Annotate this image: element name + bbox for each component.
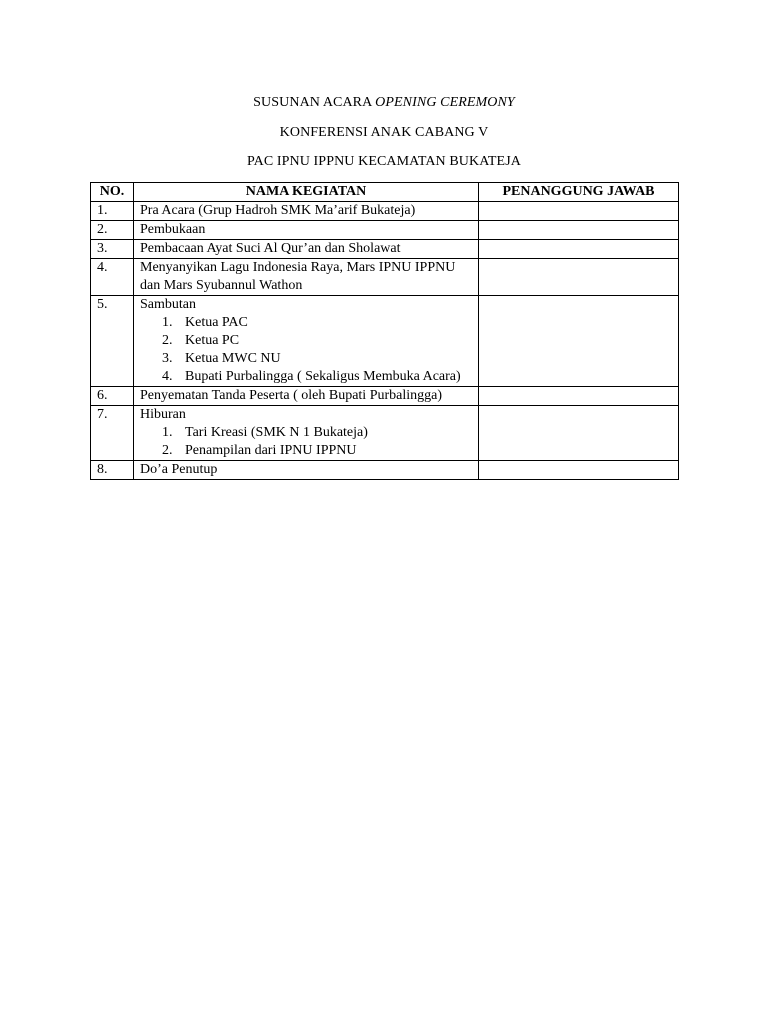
agenda-table	[90, 182, 679, 480]
table-row	[91, 202, 679, 221]
title-prefix: SUSUNAN ACARA	[253, 95, 376, 110]
column-header-no: NO.	[91, 183, 134, 202]
row-number: 8.	[91, 461, 134, 480]
list-item-number: 2.	[162, 333, 173, 348]
row-number: 4.	[91, 259, 134, 296]
list-item-text: Tari Kreasi (SMK N 1 Bukateja)	[185, 425, 368, 440]
row-number: 5.	[91, 296, 134, 387]
entertainment-list	[140, 424, 472, 460]
table-header-row	[91, 183, 679, 202]
responsible-cell	[479, 221, 679, 240]
list-item-text: Bupati Purbalingga ( Sekaligus Membuka Acara)	[185, 369, 461, 384]
list-item	[140, 368, 472, 386]
table-row	[91, 221, 679, 240]
activity-name: Pembacaan Ayat Suci Al Qur’an dan Sholawat	[134, 240, 479, 259]
column-header-name: NAMA KEGIATAN	[134, 183, 479, 202]
activity-name: Hiburan	[140, 407, 186, 422]
activity-name: Sambutan	[140, 297, 196, 312]
responsible-cell	[479, 387, 679, 406]
list-item-number: 1.	[162, 425, 173, 440]
activity-name: Do’a Penutup	[134, 461, 479, 480]
speech-list	[140, 314, 472, 386]
title-line-3: PAC IPNU IPPNU KECAMATAN BUKATEJA	[247, 154, 521, 169]
column-header-pj: PENANGGUNG JAWAB	[479, 183, 679, 202]
responsible-cell	[479, 406, 679, 461]
responsible-cell	[479, 202, 679, 221]
row-number: 2.	[91, 221, 134, 240]
responsible-cell	[479, 296, 679, 387]
title-line-1	[0, 94, 768, 111]
activity-name: Menyanyikan Lagu Indonesia Raya, Mars IPNU IPPNU dan Mars Syubannul Wathon	[134, 259, 479, 296]
list-item-text: Ketua MWC NU	[185, 351, 281, 366]
list-item	[140, 314, 472, 332]
row-number: 6.	[91, 387, 134, 406]
activity-cell	[134, 406, 479, 461]
list-item-text: Penampilan dari IPNU IPPNU	[185, 443, 357, 458]
table-row	[91, 259, 679, 296]
activity-name: Penyematan Tanda Peserta ( oleh Bupati Purbalingga)	[134, 387, 479, 406]
responsible-cell	[479, 259, 679, 296]
table-row	[91, 406, 679, 461]
title-line-2: KONFERENSI ANAK CABANG V	[279, 125, 489, 140]
responsible-cell	[479, 240, 679, 259]
list-item-text: Ketua PC	[185, 333, 240, 348]
list-item-text: Ketua PAC	[185, 315, 248, 330]
list-item-number: 4.	[162, 369, 173, 384]
list-item	[140, 424, 472, 442]
list-item-number: 3.	[162, 351, 173, 366]
activity-cell	[134, 296, 479, 387]
table-row	[91, 240, 679, 259]
table-row	[91, 296, 679, 387]
title-italic: OPENING CEREMONY	[375, 95, 515, 110]
activity-name: Pembukaan	[134, 221, 479, 240]
row-number: 1.	[91, 202, 134, 221]
table-row	[91, 387, 679, 406]
list-item	[140, 332, 472, 350]
row-number: 3.	[91, 240, 134, 259]
list-item	[140, 442, 472, 460]
activity-name: Pra Acara (Grup Hadroh SMK Ma’arif Bukateja)	[134, 202, 479, 221]
responsible-cell	[479, 461, 679, 480]
row-number: 7.	[91, 406, 134, 461]
list-item-number: 1.	[162, 315, 173, 330]
list-item-number: 2.	[162, 443, 173, 458]
list-item	[140, 350, 472, 368]
table-row	[91, 461, 679, 480]
